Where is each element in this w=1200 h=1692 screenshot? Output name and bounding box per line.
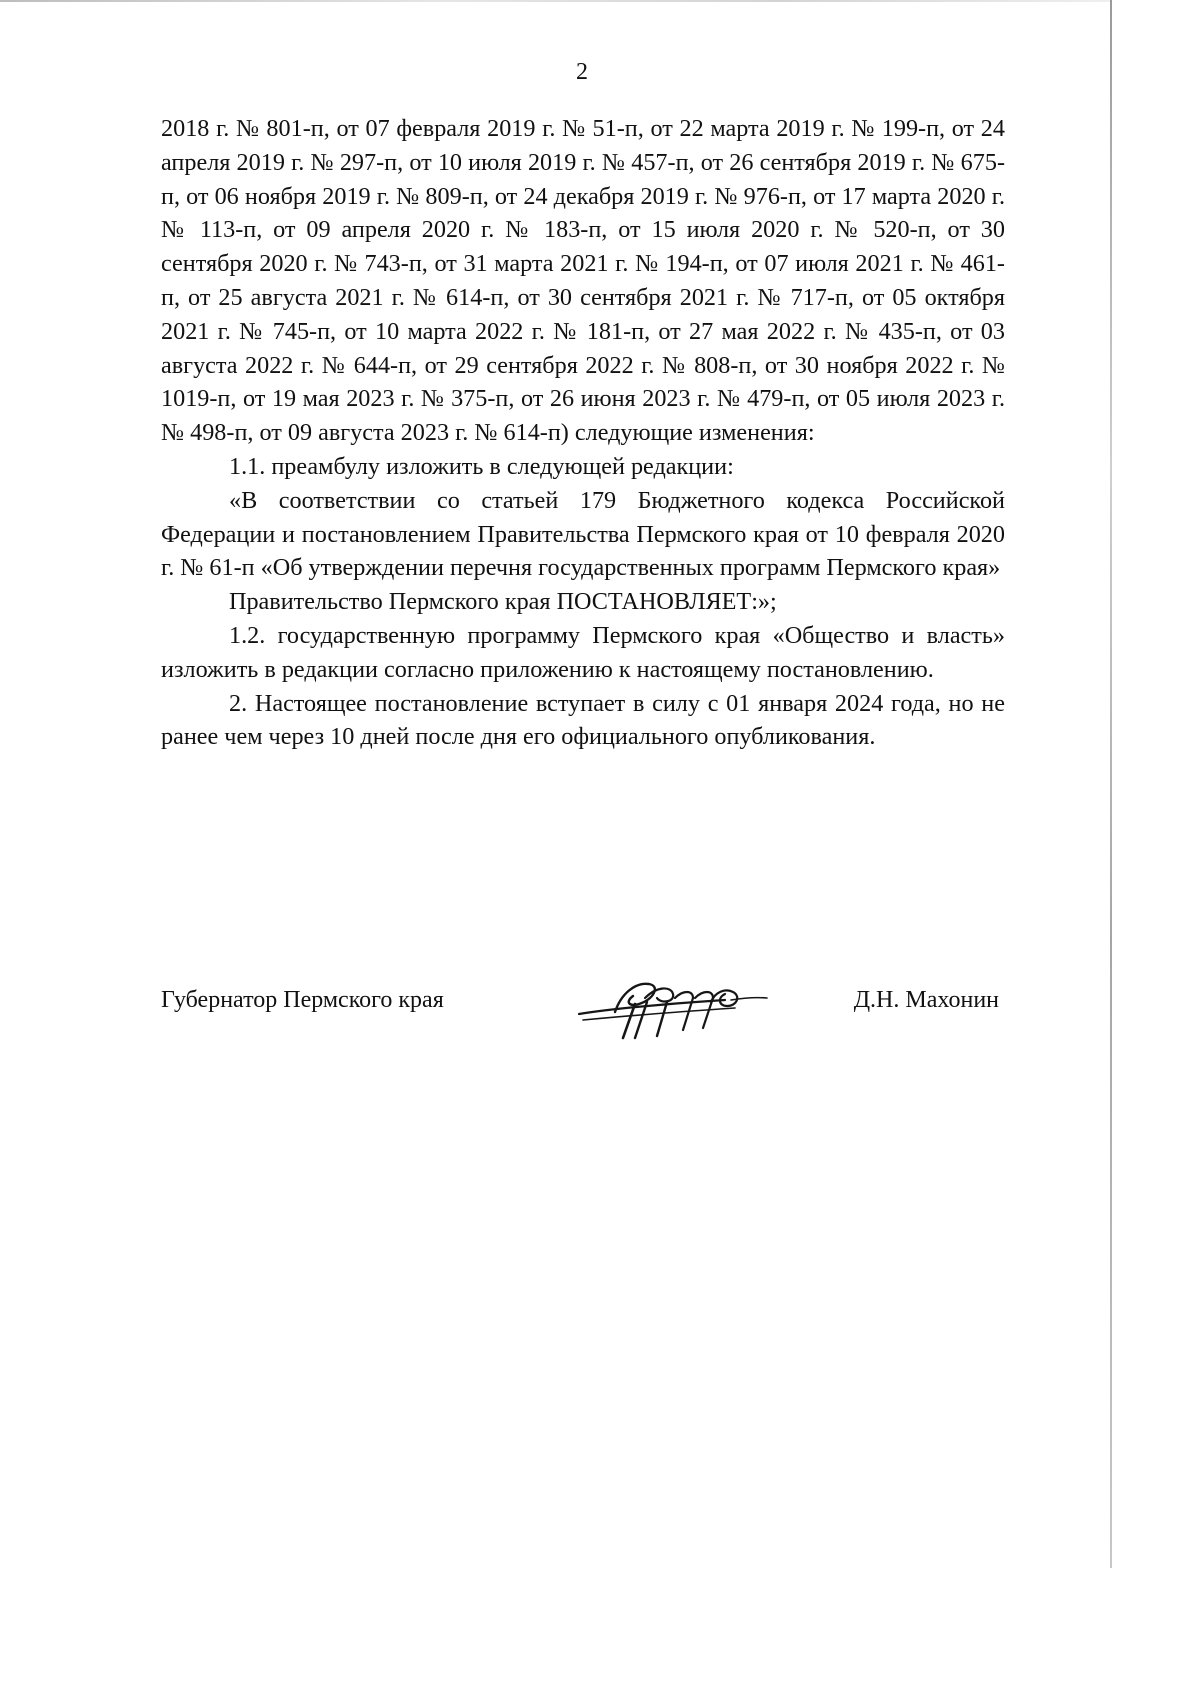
- signatory-position: Губернатор Пермского края: [161, 987, 444, 1013]
- quoted-preamble-paragraph: «В соответствии со статьей 179 Бюджетного кодекса Российской Федерации и постановлением Правительства Пермского края от 10 февраля 2020 г. № 61-п «Об утверждении перечня государственных программ Пермского края»: [161, 486, 1005, 582]
- handwritten-signature: [575, 968, 771, 1042]
- quoted-decree-paragraph: Правительство Пермского края ПОСТАНОВЛЯЕТ:»;: [229, 588, 777, 616]
- scan-edge-right: [1110, 0, 1112, 1568]
- page-number: 2: [576, 59, 588, 85]
- document-body: [161, 112, 1005, 754]
- signature-block: [161, 982, 1005, 1052]
- item-2-paragraph: 2. Настоящее постановление вступает в силу с 01 января 2024 года, но не ранее чем через 10 дней после дня его официального опубликования.: [161, 689, 1005, 751]
- signatory-name: Д.Н. Махонин: [853, 987, 999, 1013]
- item-1-1-paragraph: 1.1. преамбулу изложить в следующей редакции:: [229, 452, 734, 480]
- amendment-list-paragraph: 2018 г. № 801-п, от 07 февраля 2019 г. № 51-п, от 22 марта 2019 г. № 199-п, от 24 апреля 2019 г. № 297-п, от 10 июля 2019 г. № 457-п, от 26 сентября 2019 г. № 675-п, от 06 ноября 2019 г. № 809-п, от 24 декабря 2019 г. № 976-п, от 17 марта 2020 г. № 113-п, от 09 апреля 2020 г. № 183-п, от 15 июля 2020 г. № 520-п, от 30 сентября 2020 г. № 743-п, от 31 марта 2021 г. № 194-п, от 07 июля 2021 г. № 461-п, от 25 августа 2021 г. № 614-п, от 30 сентября 2021 г. № 717-п, от 05 октября 2021 г. № 745-п, от 10 марта 2022 г. № 181-п, от 27 мая 2022 г. № 435-п, от 03 августа 2022 г. № 644-п, от 29 сентября 2022 г. № 808-п, от 30 ноября 2022 г. № 1019-п, от 19 мая 2023 г. № 375-п, от 26 июня 2023 г. № 479-п, от 05 июля 2023 г. № 498-п, от 09 августа 2023 г. № 614-п) следующие изменения:: [161, 115, 1005, 447]
- scan-edge-top: [0, 0, 1112, 2]
- item-1-2-paragraph: 1.2. государственную программу Пермского края «Общество и власть» изложить в редакции согласно приложению к настоящему постановлению.: [161, 621, 1005, 683]
